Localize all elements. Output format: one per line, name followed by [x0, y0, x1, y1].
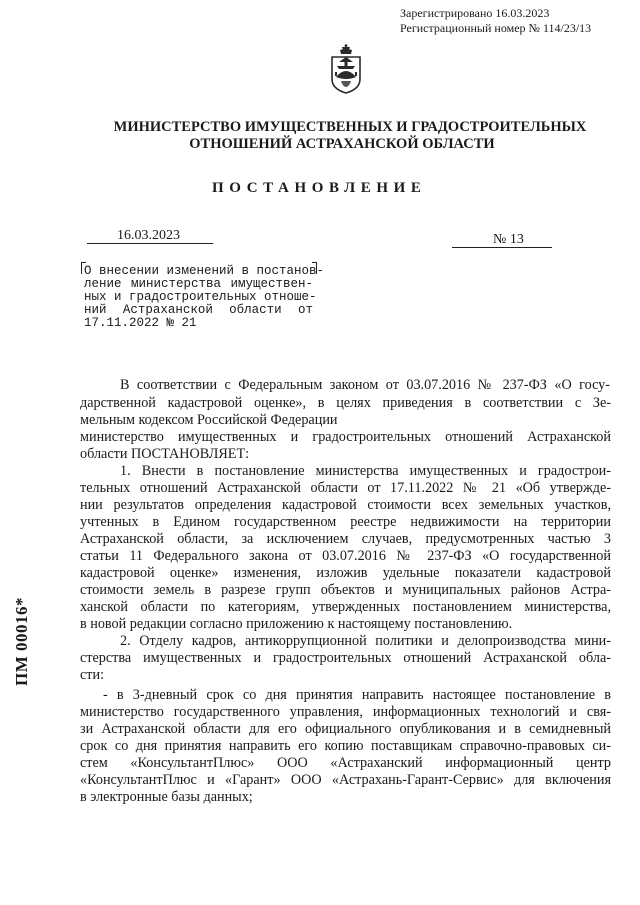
body-line: министерство государственного управления, информационных технологий и свя-	[80, 704, 611, 720]
ministry-name-line2: ОТНОШЕНИЙ АСТРАХАНСКОЙ ОБЛАСТИ	[189, 136, 495, 152]
body-line: стоимости земель в разрезе групп объектов и муниципальных районов Астра-	[80, 582, 611, 598]
body-line: кадастровой оценке» изменения, изложив удельные показатели кадастровой	[80, 565, 611, 581]
body-line: 2. Отделу кадров, антикоррупционной политики и делопроизводства мини-	[120, 633, 611, 649]
body-line: в электронные базы данных;	[80, 789, 253, 805]
body-line: зи Астраханской области для его официального опубликования и в семидневный	[80, 721, 611, 737]
astrakhan-coat-of-arms-icon	[329, 44, 363, 98]
body-line: сти:	[80, 667, 105, 683]
body-line: В соответствии с Федеральным законом от 03.07.2016 № 237-ФЗ «О госу-	[120, 377, 610, 393]
ministry-name-line1: МИНИСТЕРСТВО ИМУЩЕСТВЕННЫХ И ГРАДОСТРОИТЕЛЬНЫХ	[113, 119, 587, 135]
registration-date: Зарегистрировано 16.03.2023	[400, 6, 550, 20]
date-underline	[87, 243, 213, 244]
subject-line: О внесении изменений в постанов-	[84, 264, 325, 278]
body-line: статьи 11 Федерального закона от 03.07.2016 № 237-ФЗ «О государственной	[80, 548, 611, 564]
body-line: стерства имущественных и градостроительных отношений Астраханской обла-	[80, 650, 611, 666]
subject-line: ление министерства имуществен-	[84, 277, 313, 291]
subject-line: ных и градостроительных отноше-	[84, 290, 317, 304]
body-line: министерство имущественных и градостроительных отношений Астраханской	[80, 429, 611, 445]
body-line: стем «КонсультантПлюс» ООО «Астраханский информационный центр	[80, 755, 611, 771]
registration-number: Регистрационный номер № 114/23/13	[400, 21, 592, 35]
body-line: дарственной кадастровой оценке», в целях приведения в соответствии с Зе-	[80, 395, 611, 411]
subject-line: ний Астраханской области от	[84, 303, 313, 317]
body-line: Астраханской области, за исключением случаев, предусмотренных частью 3	[80, 531, 611, 547]
body-line: в новой редакции согласно приложению к настоящему постановлению.	[80, 616, 513, 632]
body-line: срок со дня принятия направить его копию поставщикам справочно-правовых си-	[80, 738, 611, 754]
body-line: 1. Внести в постановление министерства имущественных и градострои-	[120, 463, 611, 479]
body-line: нии результатов определения кадастровой стоимости всех земельных участков,	[80, 497, 611, 513]
body-line: мельным кодексом Российской Федерации	[80, 412, 338, 428]
subject-line: 17.11.2022 № 21	[84, 316, 197, 330]
side-stamp-code: ПМ 00016*	[12, 596, 31, 686]
document-date: 16.03.2023	[117, 228, 180, 243]
body-line: - в 3-дневный срок со дня принятия направить настоящее постановление в	[103, 687, 611, 703]
document-number: № 13	[493, 232, 524, 247]
body-line: «КонсультантПлюс и «Гарант» ООО «Астрахань-Гарант-Сервис» для включения	[80, 772, 611, 788]
number-underline	[452, 247, 552, 248]
body-line: учтенных в Едином государственном реестре недвижимости на территории	[80, 514, 611, 530]
decree-title: ПОСТАНОВЛЕНИЕ	[212, 180, 427, 196]
body-line: ханской области по категориям, утвержденных постановлением министерства,	[80, 599, 611, 615]
body-line: тельных отношений Астраханской области от 17.11.2022 № 21 «Об утвержде-	[80, 480, 611, 496]
body-line: области ПОСТАНОВЛЯЕТ:	[80, 446, 250, 462]
